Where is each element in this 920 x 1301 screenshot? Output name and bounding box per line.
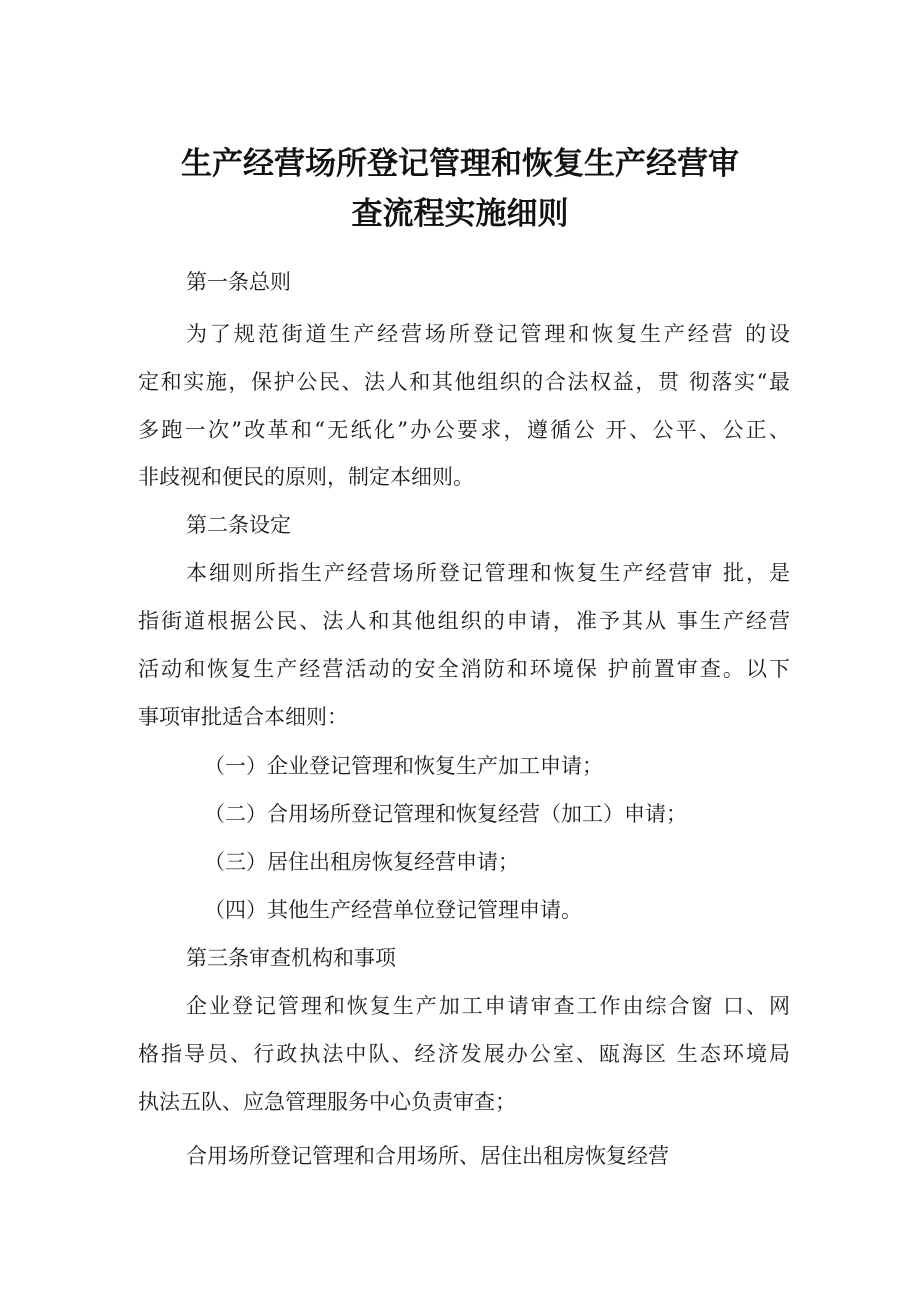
article-2-paragraph-line: 事项审批适合本细则：	[138, 705, 348, 729]
article-2-paragraph-line: 本细则所指生产经营场所登记管理和恢复生产经营审 批，是	[186, 561, 790, 585]
article-1-heading: 第一条总则	[186, 270, 291, 294]
article-3-heading: 第三条审查机构和事项	[186, 946, 396, 970]
document-title-line-2: 查流程实施细则	[351, 196, 569, 232]
article-2-heading: 第二条设定	[186, 513, 291, 537]
article-1-paragraph-line: 为了规范街道生产经营场所登记管理和恢复生产经营 的设	[186, 322, 790, 346]
article-2-paragraph-line: 活动和恢复生产经营活动的安全消防和环境保 护前置审查。以下	[138, 657, 790, 681]
article-1-paragraph-line: 定和实施，保护公民、法人和其他组织的合法权益，贯 彻落实“最	[138, 370, 790, 394]
article-2-list-item: （二）合用场所登记管理和恢复经营（加工）申请；	[204, 802, 687, 826]
article-2-paragraph-line: 指街道根据公民、法人和其他组织的申请，准予其从 事生产经营	[138, 609, 790, 633]
article-1-paragraph-line: 非歧视和便民的原则，制定本细则。	[138, 465, 474, 489]
article-2-list-item: （四）其他生产经营单位登记管理申请。	[204, 898, 582, 922]
article-1-paragraph-line: 多跑一次”改革和“无纸化”办公要求，遵循公 开、公平、公正、	[138, 418, 790, 442]
article-2-list-item: （一）企业登记管理和恢复生产加工申请；	[204, 754, 603, 778]
document-title-line-1: 生产经营场所登记管理和恢复生产经营审	[181, 146, 739, 182]
article-3-paragraph-line: 企业登记管理和恢复生产加工申请审查工作由综合窗 口、网	[186, 994, 790, 1018]
article-3-paragraph-2-line: 合用场所登记管理和合用场所、居住出租房恢复经营	[186, 1144, 669, 1168]
article-3-paragraph-line: 执法五队、应急管理服务中心负责审查；	[138, 1090, 516, 1114]
article-3-paragraph-line: 格指导员、行政执法中队、经济发展办公室、瓯海区 生态环境局	[138, 1042, 790, 1066]
article-2-list-item: （三）居住出租房恢复经营申请；	[204, 850, 519, 874]
